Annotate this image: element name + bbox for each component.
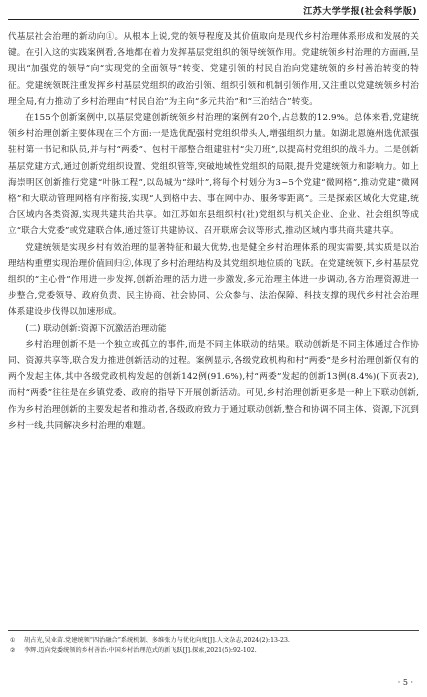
paragraph-3: 党建统领是实现乡村有效治理的显著特征和最大优势,也是健全乡村治理体系的现实需要,其实质是以治理结构重塑实现治理价值回归②,体现了乡村治理结构及其党组织地位质的飞跃。在党建统领下,乡村基层党组织的“主心骨”作用进一步发挥,创新治理的活力进一步激发,多元治理主体进一步调动,各方治理资源进一步整合,党委领导、政府负责、民主协商、社会协同、公众参与、法治保障、科技支撑的现代乡村社会治理体系建设步伐得以加速形成。 [8,242,419,318]
running-header [0,0,427,22]
journal-title: 江苏大学学报(社会科学版) [303,7,417,17]
footnote-mark: ① [10,637,16,644]
article-body [8,29,419,434]
header-rule [8,19,419,20]
footnote-2 [8,646,419,656]
footnote-mark: ② [10,647,16,654]
footnotes [8,630,419,656]
section-heading: (二) 联动创新:资源下沉激活治理动能 [25,323,167,334]
page-number: · 5 · [397,678,413,687]
paragraph-1: 代基层社会治理的新动向①。从根本上说,党的领导程度及其价值取向是现代乡村治理体系形成和发展的关键。在引入这的实践案例看,各地都在着力发挥基层党组织的领导统领作用。党建统领乡村治理的方面画,呈现出“加强党的领导”向“实现党的全面领导”转变、党建引领的村民自治向党建统领的乡村善治转变的特征。党建统领既注重发挥乡村基层党组织的政治引领、组织引领和机制引领作用,又注重以党建统领乡村治理全局,有力推动了乡村治理由“村民自治”为主向“多元共治”和“三治结合”转变。 [8,32,419,107]
paragraph-2: 在155个创新案例中,以基层党建创新统领乡村治理的案例有20个,占总数的12.9%。总体来看,党建统领乡村治理创新主要体现在三个方面:一是选优配强村党组织带头人,增强组织力量。如湖北恩施州选优派强驻村第一书记和队员,并与村“两委”、包村干部整合组建驻村“尖刀班”,以提高村党组织的战斗力。二是创新基层党建方式,通过创新党组织设置、党组织管等,突破地域性党组织的局限,提升党建统领力和影响力。如上海崇明区创新推行党建“叶脉工程”,以岛城为“绿叶”,将每个村划分为3~5个党建“微网格”,推动党建“微网格”和大联动管理网格有序衔接,实现“人到格中去、事在网中办、服务零距离”。三是探索区域化大党建,统合区域内各类资源,实现共建共治共享。如江苏如东县组织村(社)党组织与机关企业、企业、社会组织等成立“联合大党委”或党建联合体,通过签订共建协议、召开联席会议等形式,推动区域内事共商共建共享。 [8,113,419,237]
footnote-1 [8,636,419,646]
paragraph-4: 乡村治理创新不是一个独立或孤立的事件,而是不同主体联动的结果。联动创新是不同主体通过合作协同、资源共享等,联合发力推进创新活动的过程。案例显示,各级党政机构和村“两委”是乡村治理创新仅有的两个发起主体,其中各级党政机构发起的创新142例(91.6%),村“两委”发起的创新13例(8.4%)(下页表2),而村“两委”往往是在乡镇党委、政府的指导下开展创新活动。可见,乡村治理创新更多是一种上下联动创新,作为乡村治理创新的主要发起者和推动者,各级政府致力于通过联动创新,整合和协调不同主体、资源,下沉到乡村一线,共同解决乡村治理的难题。 [8,339,419,431]
footnote-text: 李辉.迈向党委统领的乡村善治:中国乡村治理范式的新飞跃[J].探索,2021(5):92-102. [24,647,257,654]
footnote-text: 胡占光,吴业苗.党建统领“四治融合”系统机制、多维张力与优化向度[J].人文杂志,2024(2):13-23. [24,637,290,644]
